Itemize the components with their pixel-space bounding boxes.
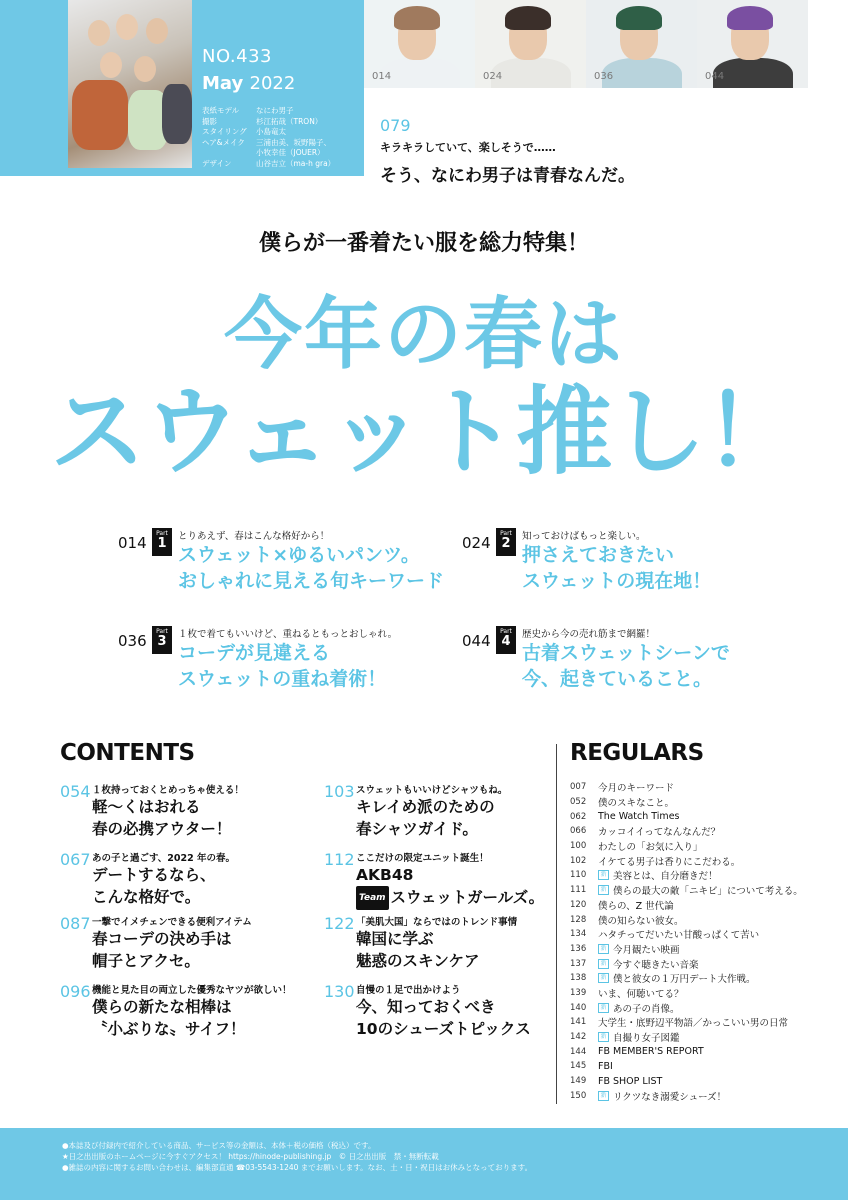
regulars-item[interactable] (570, 942, 840, 957)
regulars-item[interactable] (570, 839, 840, 854)
regulars-title: 自撮り女子図鑑 (613, 1033, 680, 1045)
part-title-line: スウェットの重ね着術！ (178, 668, 387, 690)
part-number: 1 (157, 536, 167, 551)
regulars-item[interactable] (570, 824, 840, 839)
regulars-title: カッコイイってなんなんだ？ (598, 827, 721, 839)
contents-lead: ここだけの限定ユニット誕生！ (356, 853, 489, 864)
credit-row (202, 117, 335, 128)
contents-title-line: 春シャツガイド。 (356, 820, 478, 838)
contents-title (92, 864, 216, 908)
contents-title-line: デートするなら、 (92, 866, 216, 884)
part-title-line: スウェット×ゆるいパンツ。 (178, 544, 420, 566)
contents-title (356, 996, 531, 1040)
contents-lead: 機能と見た目の両立した優秀なヤツが欲しい！ (92, 985, 292, 996)
part-title-line: 押さえておきたい (522, 544, 675, 566)
part-page: 014 (118, 534, 147, 552)
new-badge: 新 (598, 944, 609, 954)
contents-title (92, 928, 232, 972)
contents-title-line: 軽～くはおれる (92, 798, 201, 816)
contents-title (356, 796, 495, 840)
part-title (178, 640, 386, 692)
regulars-title: 今月のキーワード (598, 783, 675, 795)
credit-row (202, 159, 335, 170)
model-hair (394, 6, 440, 30)
part-badge (496, 528, 516, 556)
part-label: Part (156, 628, 168, 635)
credit-value: 三浦由美、坂野陽子、 (256, 137, 331, 147)
team-badge: Team (356, 886, 389, 910)
thumbnail-014[interactable] (364, 0, 475, 88)
contents-title (356, 864, 544, 910)
regulars-page: 138 (570, 973, 587, 984)
new-badge: 新 (598, 1091, 609, 1101)
credit-key: スタイリング (202, 127, 247, 136)
regulars-title: 僕のスキなこと。 (598, 798, 675, 810)
credit-value: 山谷吉立（ma-h gra） (256, 158, 336, 168)
footer-line: ★日之出出版のホームページに今すぐアクセス！ https://hinode-publishing.jp © 日之出出版 禁・無断転載 (62, 1152, 439, 1161)
contents-lead: スウェットもいいけどシャツもね。 (356, 785, 508, 796)
regulars-page: 007 (570, 782, 587, 793)
regulars-page: 111 (570, 885, 587, 896)
main-feature-lead: 僕らが一番着たい服を総力特集！ (258, 231, 589, 256)
regulars-title: 僕の知らない彼女。 (598, 915, 684, 927)
regulars-item[interactable] (570, 971, 840, 986)
new-badge: 新 (598, 1032, 609, 1042)
part-badge (152, 626, 172, 654)
credit-value: 小島竜太 (256, 127, 286, 136)
part-title (522, 640, 730, 692)
regulars-title: FB SHOP LIST (598, 1075, 663, 1087)
sub-feature-079[interactable] (380, 116, 635, 186)
regulars-item[interactable] (570, 1074, 840, 1089)
cover-figure (116, 14, 138, 40)
regulars-title: 僕と彼女の１万円デート大作戦。 (613, 974, 756, 986)
regulars-item[interactable] (570, 795, 840, 810)
regulars-page: 150 (570, 1090, 587, 1101)
regulars-title: The Watch Times (598, 811, 680, 823)
thumbnail-page: 044 (705, 71, 725, 82)
regulars-item[interactable] (570, 1030, 840, 1045)
part-title (178, 542, 444, 594)
credit-key: 表紙モデル (202, 106, 240, 115)
regulars-item[interactable] (570, 809, 840, 824)
regulars-page: 149 (570, 1076, 587, 1087)
model-shoulders (713, 58, 793, 88)
new-badge: 新 (598, 885, 609, 895)
regulars-page: 142 (570, 1032, 587, 1043)
part-label: Part (156, 530, 168, 537)
regulars-title: リクツなき溺愛シューズ！ (613, 1091, 727, 1103)
model-cap (616, 6, 662, 30)
new-badge: 新 (598, 870, 609, 880)
regulars-title: ハタチってだいたい甘酸っぱくて苦い (598, 930, 760, 942)
thumbnail-036[interactable] (586, 0, 697, 88)
model-shoulders (380, 58, 460, 88)
part-lead: 歴史から今の売れ筋まで網羅！ (522, 629, 656, 640)
new-badge: 新 (598, 973, 609, 983)
regulars-page: 102 (570, 855, 587, 866)
contents-page: 122 (324, 914, 355, 933)
contents-title-line: AKB48 (356, 866, 414, 884)
part-title-line: コーデが見違える (178, 642, 331, 664)
contents-title-line: 10のシューズトピックス (356, 1020, 531, 1038)
contents-page: 067 (60, 850, 91, 869)
part-badge (496, 626, 516, 654)
part-page: 024 (462, 534, 491, 552)
credit-row (202, 138, 335, 149)
regulars-item[interactable] (570, 868, 840, 883)
contents-title-text: スウェットガールズ。 (390, 888, 545, 907)
regulars-list (570, 780, 840, 1103)
thumbnail-044[interactable] (697, 0, 808, 88)
cover-figure (146, 18, 168, 44)
part-number: 4 (501, 634, 511, 649)
contents-lead: 「美肌大国」ならではのトレンド事情 (356, 917, 518, 928)
contents-title (356, 928, 480, 972)
thumbnail-page: 024 (483, 71, 503, 82)
contents-page: 087 (60, 914, 91, 933)
regulars-title: あの子の肖像。 (613, 1003, 680, 1015)
contents-lead: 一撃でイメチェンできる便利アイテム (92, 917, 252, 928)
contents-title-line: 韓国に学ぶ (356, 930, 434, 948)
regulars-title: 僕らの最大の敵「ニキビ」について考える。 (613, 886, 803, 898)
regulars-title: FBI (598, 1060, 613, 1072)
regulars-page: 128 (570, 914, 587, 925)
cover-figure (100, 52, 122, 78)
part-title-line: スウェットの現在地！ (522, 570, 712, 592)
regulars-item[interactable] (570, 883, 840, 898)
regulars-heading: REGULARS (570, 740, 704, 766)
new-badge: 新 (598, 1003, 609, 1013)
regulars-title: FB MEMBER'S REPORT (598, 1046, 704, 1058)
contents-heading: CONTENTS (60, 740, 195, 766)
issue-date (202, 73, 295, 94)
regulars-page: 110 (570, 870, 587, 881)
credit-key: 撮影 (202, 116, 217, 126)
part-page: 036 (118, 632, 147, 650)
contents-title-line: 帽子とアクセ。 (92, 952, 200, 970)
part-page: 044 (462, 632, 491, 650)
regulars-title: 美容とは、自分磨きだ！ (613, 871, 718, 883)
contents-page: 054 (60, 782, 91, 801)
contents-title-line (356, 886, 544, 910)
regulars-page: 145 (570, 1061, 587, 1072)
credit-value: なにわ男子 (256, 106, 294, 115)
credit-key: ヘア&メイク (202, 137, 245, 147)
contents-lead: あの子と過ごす、2022 年の春。 (92, 853, 235, 864)
footer-line: ●本誌及び付録内で紹介している商品、サービス等の金額は、本体＋税の価格（税込）です。 (62, 1141, 376, 1150)
model-shoulders (602, 58, 682, 88)
contents-title-line: 〝小ぶりな〟サイフ！ (92, 1020, 246, 1038)
part-lead: とりあえず、春はこんな格好から！ (178, 531, 330, 542)
contents-title-line: 春の必携アウター！ (92, 820, 232, 838)
regulars-item[interactable] (570, 853, 840, 868)
regulars-item[interactable] (570, 927, 840, 942)
regulars-divider (556, 744, 557, 1104)
regulars-page: 134 (570, 929, 587, 940)
issue-month: May (202, 73, 244, 94)
regulars-item[interactable] (570, 1015, 840, 1030)
thumbnail-024[interactable] (475, 0, 586, 88)
contents-title-line: キレイめ派のための (356, 798, 495, 816)
regulars-page: 066 (570, 826, 587, 837)
sub-feature-page: 079 (380, 116, 411, 135)
regulars-page: 100 (570, 841, 587, 852)
credit-key: デザイン (202, 158, 232, 168)
contents-lead: １枚持っておくとめっちゃ使える！ (92, 785, 244, 796)
regulars-title: わたしの「お気に入り」 (598, 842, 703, 854)
cover-figure (88, 20, 110, 46)
part-lead: １枚で着てもいいけど、重ねるともっとおしゃれ。 (178, 629, 398, 640)
sub-feature-title: そう、なにわ男子は青春なんだ。 (380, 166, 635, 186)
regulars-item[interactable] (570, 1088, 840, 1103)
regulars-item[interactable] (570, 1059, 840, 1074)
regulars-item[interactable] (570, 912, 840, 927)
part-title-line: 古着スウェットシーンで (522, 642, 730, 664)
regulars-item[interactable] (570, 986, 840, 1001)
contents-page: 112 (324, 850, 355, 869)
regulars-item[interactable] (570, 956, 840, 971)
feature-thumbnails (364, 0, 808, 88)
regulars-page: 144 (570, 1046, 587, 1057)
new-badge: 新 (598, 959, 609, 969)
part-lead: 知っておけばもっと楽しい。 (522, 531, 646, 542)
contents-lead: 自慢の１足で出かけよう (356, 985, 461, 996)
regulars-page: 141 (570, 1017, 587, 1028)
model-cap (727, 6, 773, 30)
thumbnail-page: 014 (372, 71, 392, 82)
regulars-item[interactable] (570, 1000, 840, 1015)
contents-title-line: 僕らの新たな相棒は (92, 998, 232, 1016)
contents-title-line: 魅惑のスキンケア (356, 952, 480, 970)
issue-year: 2022 (249, 73, 296, 94)
contents-title-line: こんな格好で。 (92, 888, 201, 906)
cover-figure (72, 80, 128, 150)
part-badge (152, 528, 172, 556)
model-hair (505, 6, 551, 30)
part-label: Part (500, 628, 512, 635)
regulars-title: 今月観たい映画 (613, 944, 680, 956)
regulars-title: 大学生・底野辺平物語／かっこいい男の日常 (598, 1018, 789, 1030)
regulars-page: 052 (570, 797, 587, 808)
issue-number: NO.433 (202, 46, 272, 67)
sub-feature-lead: キラキラしていて、楽しそうで…… (380, 141, 556, 154)
main-feature-title-line1: 今年の春は (223, 290, 624, 380)
regulars-title: イケてる男子は香りにこだわる。 (598, 856, 741, 868)
credit-key (202, 148, 256, 159)
credit-value: 杉江拓哉（TRON） (256, 116, 323, 126)
contents-title-line: 今、知っておくべき (356, 998, 496, 1016)
contents-title (92, 996, 245, 1040)
part-number: 3 (157, 634, 167, 649)
cover-figure (134, 56, 156, 82)
main-feature-title-line2: スウェット推し！ (49, 376, 799, 488)
part-number: 2 (501, 536, 511, 551)
regulars-page: 062 (570, 811, 587, 822)
cover-figure (162, 84, 192, 144)
regulars-page: 120 (570, 899, 587, 910)
contents-page: 130 (324, 982, 355, 1001)
thumbnail-page: 036 (594, 71, 614, 82)
part-title-line: 今、起きていること。 (522, 668, 713, 690)
footer-notes (0, 1128, 848, 1200)
contents-page: 103 (324, 782, 355, 801)
part-title (522, 542, 711, 594)
regulars-page: 139 (570, 987, 587, 998)
regulars-page: 136 (570, 943, 587, 954)
part-label: Part (500, 530, 512, 537)
regulars-item[interactable] (570, 1044, 840, 1059)
regulars-title: 僕らの、Z 世代論 (598, 900, 674, 912)
model-shoulders (491, 58, 571, 88)
part-title-line: おしゃれに見える旬キーワード (178, 570, 445, 592)
regulars-item[interactable] (570, 898, 840, 913)
regulars-page: 137 (570, 958, 587, 969)
credit-row (202, 148, 335, 159)
regulars-item[interactable] (570, 780, 840, 795)
contents-title-line: 春コーデの決め手は (92, 930, 232, 948)
footer-line: ●雑誌の内容に関するお問い合わせは、編集部直通 ☎03-5543-1240 までお願いします。なお、土・日・祝日はお休みとなっております。 (62, 1163, 533, 1172)
regulars-page: 140 (570, 1002, 587, 1013)
regulars-title: 今すぐ聴きたい音楽 (613, 959, 699, 971)
credit-value: 小牧幸佳（JOUER） (256, 148, 325, 157)
cover-thumbnail[interactable] (68, 0, 192, 168)
credit-row (202, 127, 335, 138)
contents-title (92, 796, 231, 840)
cover-credits (202, 106, 335, 169)
regulars-title: いま、何聴いてる？ (598, 988, 684, 1000)
credit-row (202, 106, 335, 117)
contents-page: 096 (60, 982, 91, 1001)
